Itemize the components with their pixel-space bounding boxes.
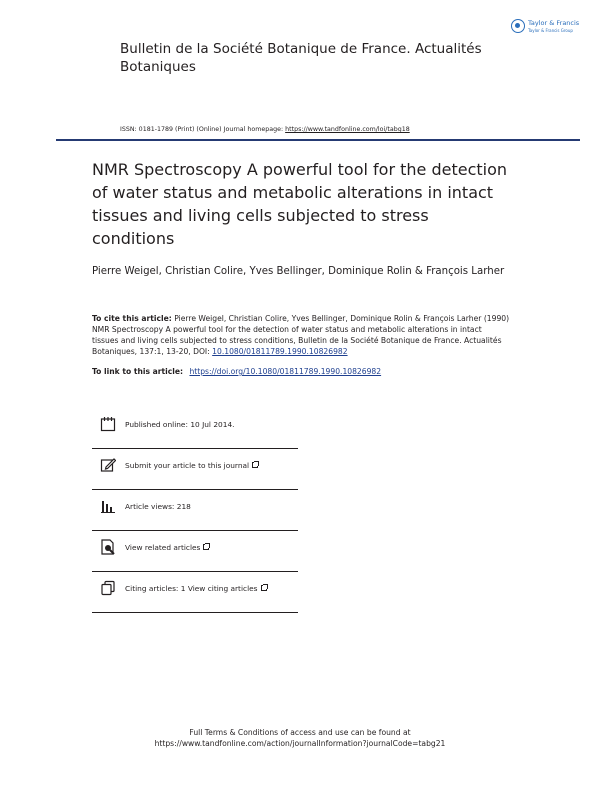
publisher-subname: Taylor & Francis Group bbox=[528, 28, 573, 33]
citation-doi-link[interactable]: 10.1080/01811789.1990.10826982 bbox=[212, 347, 348, 356]
citation-block bbox=[92, 313, 510, 357]
citing-articles-item[interactable] bbox=[92, 572, 298, 613]
article-info-list bbox=[92, 408, 298, 613]
publisher-logo[interactable] bbox=[511, 17, 583, 37]
external-link-icon bbox=[203, 544, 209, 550]
external-link-icon bbox=[261, 585, 267, 591]
bar-chart-icon bbox=[100, 498, 116, 514]
submit-article-item[interactable] bbox=[92, 449, 298, 490]
citation-text: Pierre Weigel, Christian Colire, Yves Bellinger, Dominique Rolin & François Larher (1990) NMR Spectroscopy A powerful tool for the detection of water status and metabolic alterations in intact tissues and living cells subjected to stress conditions, Bulletin de la Société Botanique de France. Actualités Botaniques, 137:1, 13-20, DOI: bbox=[92, 314, 510, 356]
calendar-icon bbox=[100, 416, 116, 432]
related-articles-text: View related articles bbox=[125, 543, 201, 552]
article-authors: Pierre Weigel, Christian Colire, Yves Bellinger, Dominique Rolin & François Larher bbox=[92, 266, 505, 277]
published-online-label: Published online: 10 Jul 2014. bbox=[125, 420, 235, 429]
issn-text: ISSN: 0181-1789 (Print) (Online) Journal homepage: bbox=[120, 126, 284, 133]
footer-terms-link[interactable]: https://www.tandfonline.com/action/journalInformation?journalCode=tabg21 bbox=[154, 739, 446, 748]
citing-articles-text: Citing articles: 1 View citing articles bbox=[125, 584, 258, 593]
external-link-icon bbox=[252, 462, 258, 468]
article-views-label: Article views: 218 bbox=[125, 502, 191, 511]
citation-label: To cite this article: bbox=[92, 314, 172, 323]
footer-terms-text: Full Terms & Conditions of access and use can be found at bbox=[189, 728, 411, 737]
footer bbox=[0, 727, 600, 749]
article-doi-link[interactable]: https://doi.org/10.1080/01811789.1990.10826982 bbox=[189, 367, 382, 376]
submit-article-text: Submit your article to this journal bbox=[125, 461, 250, 470]
search-document-icon bbox=[100, 539, 116, 555]
article-link-block bbox=[92, 367, 381, 376]
related-articles-link[interactable] bbox=[125, 543, 209, 552]
related-articles-item[interactable] bbox=[92, 531, 298, 572]
issn-line bbox=[120, 126, 410, 133]
submit-article-link[interactable] bbox=[125, 461, 258, 470]
header-divider bbox=[56, 139, 580, 141]
citing-articles-icon bbox=[100, 580, 116, 596]
edit-icon bbox=[100, 457, 116, 473]
citing-articles-link[interactable] bbox=[125, 584, 267, 593]
journal-title: Bulletin de la Société Botanique de France. Actualités Botaniques bbox=[120, 41, 482, 75]
article-views-item bbox=[92, 490, 298, 531]
publisher-name: Taylor & Francis bbox=[528, 19, 580, 27]
journal-homepage-link[interactable]: https://www.tandfonline.com/loi/tabg18 bbox=[285, 126, 410, 133]
article-link-label: To link to this article: bbox=[92, 367, 184, 376]
published-online-item bbox=[92, 408, 298, 449]
publisher-logo-icon bbox=[511, 19, 525, 33]
article-title: NMR Spectroscopy A powerful tool for the detection of water status and metabolic alterations in intact tissues and living cells subjected to stress conditions bbox=[92, 160, 508, 248]
